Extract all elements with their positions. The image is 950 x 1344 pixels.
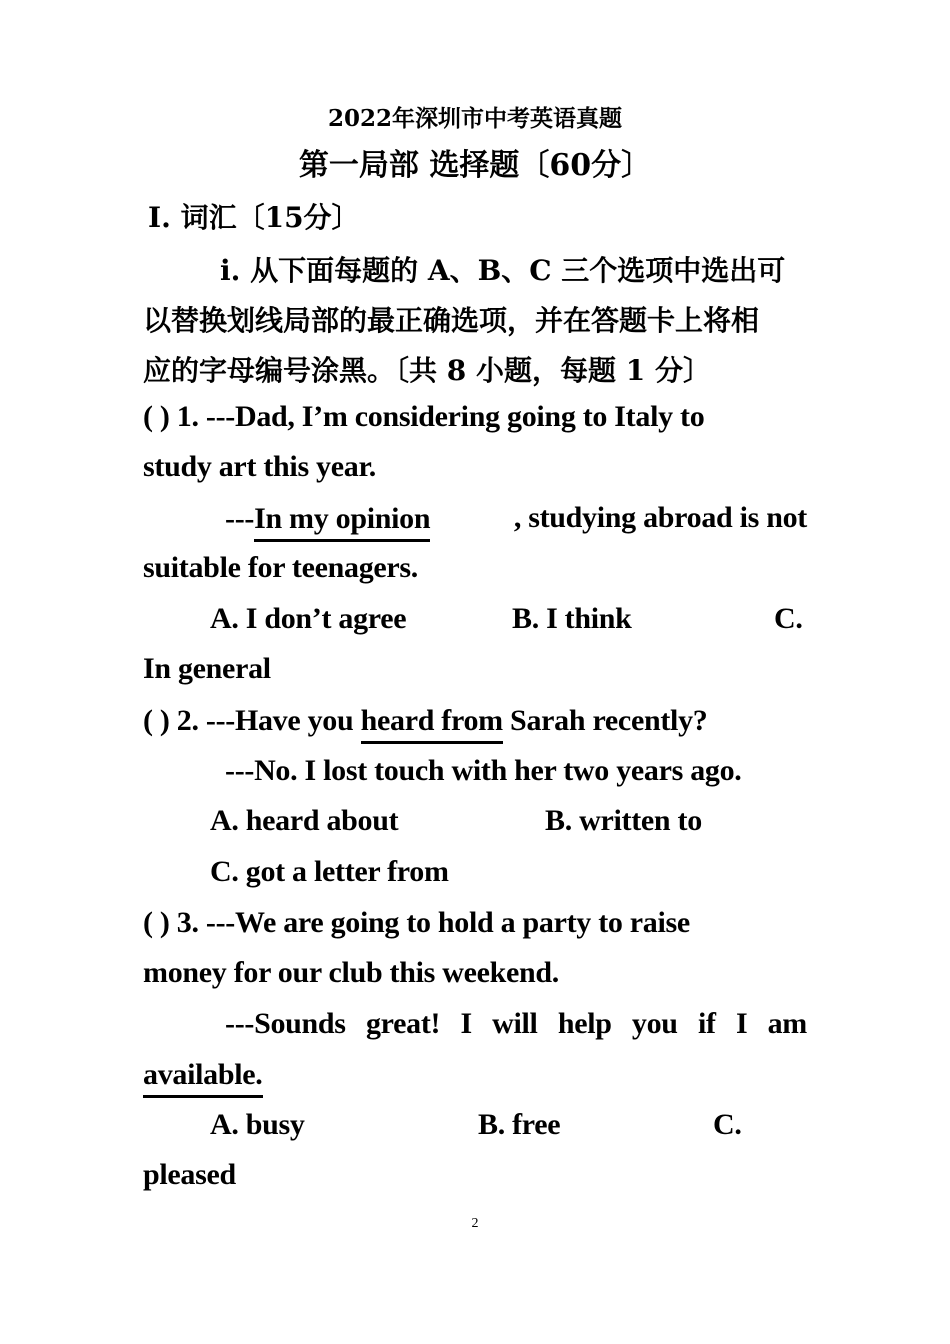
q3-response-word: will xyxy=(492,1007,538,1040)
q1-option-a: A. I don’t agree xyxy=(210,602,407,635)
q3-response-word: you xyxy=(631,1007,678,1040)
q3-response-word: great! xyxy=(365,1007,441,1040)
instructions-line-1: ⅰ. 从下面每题的 A、B、C 三个选项中选出可 xyxy=(220,254,786,287)
q1-stem-line-1: ( ) 1. ---Dad, I’m considering going to Italy to xyxy=(143,400,705,433)
q3-option-a: A. busy xyxy=(210,1108,305,1141)
q1-stem-line-2: study art this year. xyxy=(143,450,376,483)
q3-option-c-text: pleased xyxy=(143,1158,236,1191)
q3-option-c: C. xyxy=(713,1108,742,1141)
q3-response-word: I xyxy=(460,1007,472,1040)
q2-option-b: B. written to xyxy=(545,804,702,837)
q2-underlined-phrase: heard from xyxy=(361,703,503,744)
q1-option-c: C. xyxy=(774,602,803,635)
q3-response-word: am xyxy=(767,1007,807,1040)
q1-option-b: B. I think xyxy=(512,602,632,635)
q3-response-word: help xyxy=(557,1007,612,1040)
q2-option-a: A. heard about xyxy=(210,804,399,837)
q3-stem-line-2: money for our club this weekend. xyxy=(143,956,559,989)
q1-response-line-2: suitable for teenagers. xyxy=(143,551,418,584)
instructions-line-3: 应的字母编号涂黑。〔共 8 小题，每题 1 分〕 xyxy=(143,354,711,387)
q3-option-b: B. free xyxy=(478,1108,561,1141)
q3-response-line-2 xyxy=(143,1057,263,1098)
q2-response: ---No. I lost touch with her two years ago. xyxy=(225,754,742,787)
q3-response-word: ---Sounds xyxy=(225,1007,346,1040)
q2-option-c: C. got a letter from xyxy=(210,855,449,888)
q1-underlined-phrase: In my opinion xyxy=(254,501,430,542)
q3-response-word: if xyxy=(697,1007,716,1040)
q3-response-word: I xyxy=(735,1007,748,1040)
page-number: 2 xyxy=(471,1216,479,1231)
q1-response-rest: , studying abroad is not xyxy=(513,501,807,534)
instructions-line-2: 以替换划线局部的最正确选项，并在答题卡上将相 xyxy=(143,304,760,337)
q2-stem: ( ) 2. ---Have you heard from Sarah recently? xyxy=(143,703,707,744)
part-heading: 第一局部 选择题〔60分〕 xyxy=(298,148,652,183)
q3-response-line-1 xyxy=(225,1007,807,1041)
q1-response-line-1 xyxy=(225,501,807,542)
q1-response-prefix: ---In my opinion xyxy=(225,501,430,542)
q3-stem-line-1: ( ) 3. ---We are going to hold a party to raise xyxy=(143,906,690,939)
section-heading: Ⅰ. 词汇〔15分〕 xyxy=(148,201,360,234)
exam-title: 2022年深圳市中考英语真题 xyxy=(327,105,622,132)
q3-underlined-word: available. xyxy=(143,1057,263,1098)
q1-option-c-text: In general xyxy=(143,652,271,685)
